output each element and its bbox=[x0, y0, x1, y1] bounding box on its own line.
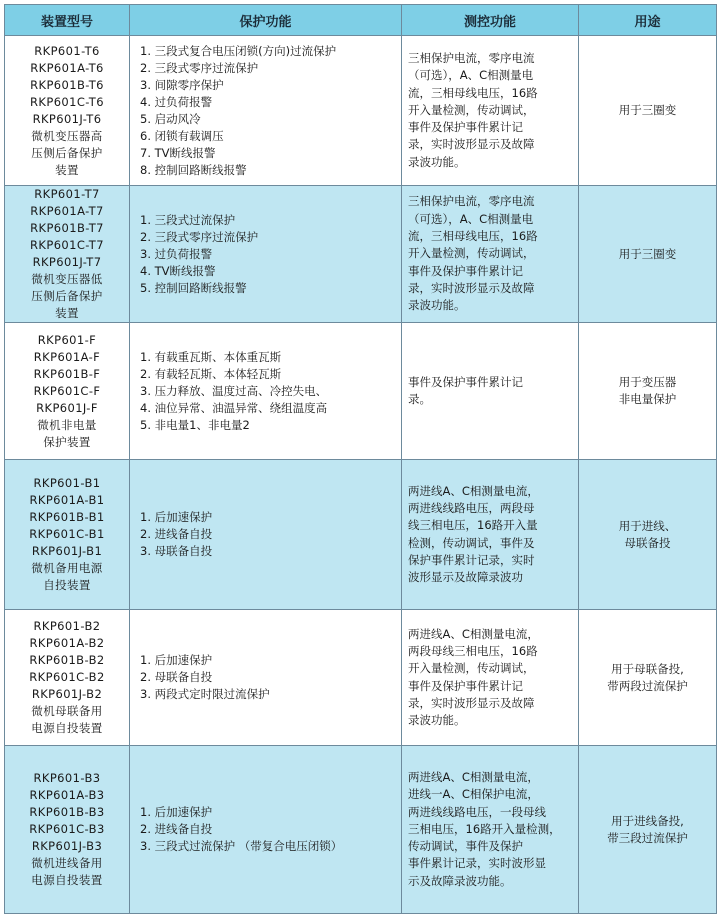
cell-measurement-line: 录波功能。 bbox=[408, 298, 466, 313]
cell-measurement-line: 保护事件累计记录，实时 bbox=[408, 552, 535, 567]
cell-model-line: RKP601-T6 bbox=[34, 43, 100, 58]
device-spec-table bbox=[4, 4, 717, 914]
cell-measurement-line: 流，三相母线电压，16路 bbox=[408, 85, 538, 100]
cell-protection-line: 2. 母联备自投 bbox=[140, 670, 213, 684]
cell-usage-line: 母联备投 bbox=[624, 535, 671, 550]
cell-protection bbox=[130, 323, 402, 460]
cell-model-line: 保护装置 bbox=[43, 434, 91, 449]
cell-measurement-line: 开入量检测，传动调试， bbox=[408, 661, 535, 676]
cell-model-line: RKP601A-T6 bbox=[30, 60, 104, 75]
cell-model-line: RKP601B-F bbox=[33, 366, 101, 381]
cell-measurement-line: 录，实时波形显示及故障 bbox=[408, 137, 535, 152]
cell-model-line: RKP601B-B3 bbox=[29, 805, 105, 819]
cell-usage bbox=[579, 460, 717, 610]
cell-usage-line: 用于母联备投, bbox=[611, 661, 684, 676]
cell-model-line: RKP601B-T7 bbox=[30, 221, 104, 235]
cell-protection-line: 5. 启动风冷 bbox=[140, 111, 201, 126]
cell-measurement bbox=[402, 610, 579, 746]
cell-model-line: RKP601A-B1 bbox=[29, 493, 105, 507]
cell-protection-line: 8. 控制回路断线报警 bbox=[140, 162, 247, 177]
cell-measurement-line: 示及故障录波功能。 bbox=[408, 873, 512, 888]
cell-model-line: RKP601-F bbox=[37, 332, 97, 347]
cell-usage-line: 用于进线、 bbox=[618, 518, 677, 533]
table-row bbox=[5, 610, 717, 746]
cell-protection-line: 1. 后加速保护 bbox=[140, 510, 213, 524]
cell-protection-line: 3. 间隙零序保护 bbox=[140, 77, 224, 92]
cell-protection-line: 5. 非电量1、非电量2 bbox=[140, 417, 250, 432]
cell-model bbox=[5, 460, 130, 610]
cell-model-line: 微机变压器高 bbox=[31, 128, 103, 143]
table-row bbox=[5, 323, 717, 460]
table-row bbox=[5, 36, 717, 186]
cell-protection bbox=[130, 186, 402, 323]
cell-usage-line: 用于进线备投, bbox=[611, 813, 684, 828]
cell-protection-line: 2. 进线备自投 bbox=[140, 527, 213, 541]
cell-model-line: RKP601J-T6 bbox=[32, 111, 102, 126]
cell-model-line: 电源自投装置 bbox=[31, 873, 103, 887]
cell-measurement-line: 三相电压，16路开入量检测， bbox=[408, 821, 561, 836]
table-row bbox=[5, 460, 717, 610]
cell-model-line: 微机进线备用 bbox=[31, 856, 103, 870]
cell-protection-line: 4. 过负荷报警 bbox=[140, 94, 213, 109]
cell-protection bbox=[130, 746, 402, 914]
cell-model-line: RKP601C-B3 bbox=[29, 822, 105, 836]
cell-usage bbox=[579, 610, 717, 746]
cell-protection-line: 2. 有载轻瓦斯、本体轻瓦斯 bbox=[140, 366, 282, 381]
header-protection: 保护功能 bbox=[130, 5, 402, 36]
cell-protection-line: 3. 母联备自投 bbox=[140, 544, 213, 558]
cell-usage bbox=[579, 36, 717, 186]
cell-measurement-line: （可选），A、C相测量电 bbox=[408, 68, 534, 83]
cell-measurement-line: 录，实时波形显示及故障 bbox=[408, 280, 535, 295]
cell-protection-line: 4. 油位异常、油温异常、绕组温度高 bbox=[140, 400, 328, 415]
cell-model-line: RKP601J-B3 bbox=[31, 839, 103, 853]
cell-model-line: RKP601C-B2 bbox=[29, 670, 105, 684]
cell-measurement-line: 两进线A、C相测量电流， bbox=[408, 483, 539, 498]
cell-protection-line: 2. 三段式零序过流保护 bbox=[140, 229, 259, 244]
cell-protection-line: 3. 两段式定时限过流保护 bbox=[140, 687, 270, 701]
cell-model-line: 微机非电量 bbox=[37, 417, 97, 432]
cell-model bbox=[5, 186, 130, 323]
cell-model-line: 微机变压器低 bbox=[31, 272, 103, 286]
cell-protection-line: 4. TV断线报警 bbox=[140, 263, 216, 278]
header-usage: 用途 bbox=[579, 5, 717, 36]
cell-model-line: RKP601J-B2 bbox=[31, 687, 103, 701]
cell-model-line: RKP601-B2 bbox=[33, 619, 101, 633]
cell-measurement-line: 线三相电压，16路开入量 bbox=[408, 518, 538, 533]
cell-measurement-line: 录，实时波形显示及故障 bbox=[408, 695, 535, 710]
table-row bbox=[5, 746, 717, 914]
cell-usage bbox=[579, 746, 717, 914]
cell-measurement-line: 两进线线路电压，一段母线 bbox=[408, 804, 546, 819]
cell-measurement-line: 传动调试，事件及保护 bbox=[408, 839, 523, 854]
cell-model-line: 压侧后备保护 bbox=[31, 145, 103, 160]
cell-model-line: RKP601J-B1 bbox=[31, 544, 103, 558]
cell-measurement-line: 开入量检测，传动调试， bbox=[408, 102, 535, 117]
cell-measurement-line: 事件及保护事件累计记 bbox=[408, 263, 523, 278]
cell-protection-line: 3. 压力释放、温度过高、冷控失电、 bbox=[140, 383, 328, 398]
cell-protection-line: 2. 进线备自投 bbox=[140, 822, 213, 836]
cell-measurement-line: 检测，传动调试，事件及 bbox=[408, 535, 535, 550]
cell-model-line: 微机备用电源 bbox=[31, 561, 103, 575]
cell-model-line: RKP601J-T7 bbox=[32, 255, 102, 269]
cell-model-line: RKP601A-B2 bbox=[29, 636, 105, 650]
cell-protection-line: 1. 三段式过流保护 bbox=[140, 212, 236, 227]
cell-protection-line: 3. 过负荷报警 bbox=[140, 246, 213, 261]
cell-model bbox=[5, 610, 130, 746]
cell-protection bbox=[130, 460, 402, 610]
cell-protection-line: 7. TV断线报警 bbox=[140, 145, 216, 160]
cell-usage-line: 用于三圈变 bbox=[618, 103, 677, 117]
cell-measurement bbox=[402, 746, 579, 914]
cell-usage-line: 用于变压器 bbox=[618, 375, 677, 389]
cell-measurement-line: 波形显示及故障录波功 bbox=[408, 570, 523, 585]
cell-model-line: RKP601C-F bbox=[33, 383, 101, 398]
cell-model-line: RKP601A-B3 bbox=[29, 788, 105, 802]
cell-usage-line: 带三段过流保护 bbox=[607, 830, 688, 845]
cell-measurement bbox=[402, 460, 579, 610]
cell-usage-line: 非电量保护 bbox=[618, 392, 677, 406]
cell-model-line: 微机母联备用 bbox=[31, 704, 103, 718]
cell-measurement-line: 事件及保护事件累计记 bbox=[408, 120, 523, 135]
cell-usage bbox=[579, 323, 717, 460]
cell-usage bbox=[579, 186, 717, 323]
cell-model-line: RKP601B-B1 bbox=[29, 510, 105, 524]
cell-measurement-line: 两进线线路电压，两段母 bbox=[408, 500, 535, 515]
cell-measurement-line: 三相保护电流，零序电流 bbox=[408, 50, 535, 65]
cell-measurement-line: 两进线A、C相测量电流， bbox=[408, 769, 539, 784]
cell-usage-line: 带两段过流保护 bbox=[607, 678, 688, 693]
cell-measurement-line: 开入量检测，传动调试， bbox=[408, 246, 535, 261]
cell-model-line: 装置 bbox=[55, 306, 79, 320]
cell-measurement bbox=[402, 186, 579, 323]
cell-protection-line: 1. 三段式复合电压闭锁(方向)过流保护 bbox=[140, 43, 337, 58]
cell-measurement-line: 录波功能。 bbox=[408, 154, 466, 169]
cell-model bbox=[5, 746, 130, 914]
header-model: 装置型号 bbox=[5, 5, 130, 36]
cell-protection-line: 1. 有载重瓦斯、本体重瓦斯 bbox=[140, 349, 282, 364]
header-measurement: 测控功能 bbox=[402, 5, 579, 36]
cell-measurement-line: 事件累计记录，实时波形显 bbox=[408, 856, 546, 871]
cell-measurement-line: 流，三相母线电压，16路 bbox=[408, 229, 538, 244]
cell-model-line: RKP601A-T7 bbox=[30, 204, 104, 218]
cell-protection-line: 2. 三段式零序过流保护 bbox=[140, 60, 259, 75]
cell-model-line: 自投装置 bbox=[43, 578, 91, 592]
cell-model-line: RKP601-B1 bbox=[33, 476, 101, 490]
cell-measurement-line: 事件及保护事件累计记 bbox=[408, 678, 523, 693]
cell-model-line: RKP601B-B2 bbox=[29, 653, 105, 667]
cell-measurement-line: 两段母线三相电压，16路 bbox=[408, 643, 538, 658]
cell-measurement-line: （可选），A、C相测量电 bbox=[408, 211, 534, 226]
cell-model-line: 装置 bbox=[55, 162, 79, 177]
table-row bbox=[5, 186, 717, 323]
cell-model bbox=[5, 323, 130, 460]
cell-model-line: RKP601C-T6 bbox=[30, 94, 104, 109]
cell-model bbox=[5, 36, 130, 186]
cell-measurement-line: 录波功能。 bbox=[408, 713, 466, 728]
cell-measurement-line: 录。 bbox=[408, 392, 431, 406]
cell-model-line: RKP601-T7 bbox=[34, 187, 100, 201]
cell-model-line: RKP601-B3 bbox=[33, 771, 101, 785]
cell-model-line: RKP601C-T7 bbox=[30, 238, 104, 252]
cell-model-line: 电源自投装置 bbox=[31, 721, 103, 735]
cell-protection-line: 5. 控制回路断线报警 bbox=[140, 280, 247, 295]
cell-protection bbox=[130, 610, 402, 746]
cell-model-line: RKP601B-T6 bbox=[30, 77, 104, 92]
cell-protection-line: 1. 后加速保护 bbox=[140, 653, 213, 667]
cell-measurement-line: 进线一A、C相保护电流， bbox=[408, 787, 539, 802]
cell-measurement bbox=[402, 323, 579, 460]
cell-model-line: RKP601C-B1 bbox=[29, 527, 105, 541]
cell-measurement bbox=[402, 36, 579, 186]
cell-protection-line: 3. 三段式过流保护 （带复合电压闭锁） bbox=[140, 839, 343, 853]
cell-measurement-line: 事件及保护事件累计记 bbox=[408, 374, 523, 389]
cell-measurement-line: 两进线A、C相测量电流， bbox=[408, 626, 539, 641]
cell-model-line: RKP601J-F bbox=[36, 400, 98, 415]
cell-usage-line: 用于三圈变 bbox=[618, 246, 677, 261]
header-row bbox=[5, 5, 717, 36]
cell-model-line: 压侧后备保护 bbox=[31, 289, 103, 303]
cell-protection bbox=[130, 36, 402, 186]
cell-protection-line: 1. 后加速保护 bbox=[140, 805, 213, 819]
cell-measurement-line: 三相保护电流，零序电流 bbox=[408, 194, 535, 209]
cell-model-line: RKP601A-F bbox=[33, 349, 101, 364]
cell-protection-line: 6. 闭锁有载调压 bbox=[140, 128, 224, 143]
